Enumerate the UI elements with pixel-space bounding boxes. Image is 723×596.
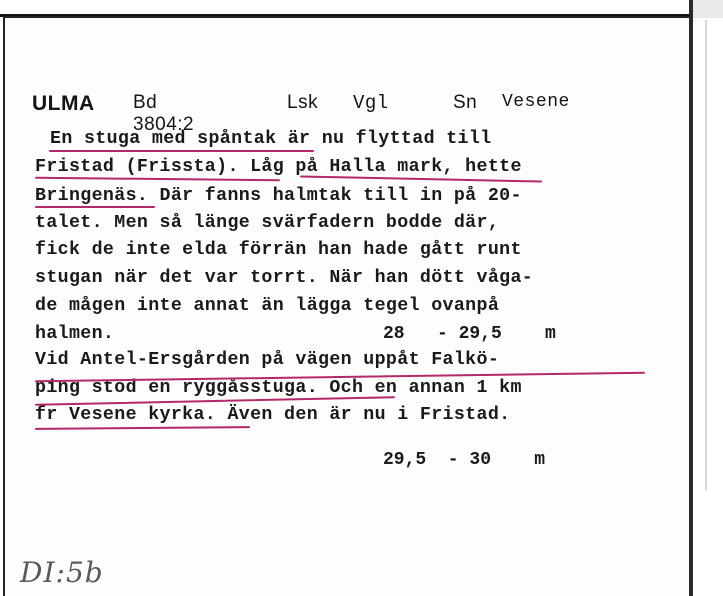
scan-corner bbox=[693, 0, 723, 18]
underline-mark bbox=[35, 206, 155, 208]
card-right-edge bbox=[689, 0, 693, 596]
text-line: halmen. bbox=[35, 324, 115, 344]
parish-name: Vesene bbox=[502, 92, 570, 112]
parish-label: Sn bbox=[453, 92, 478, 113]
text-line: fr Vesene kyrka. Även den är nu i Fristad. bbox=[35, 405, 511, 425]
measurement: 29,5 - 30 m bbox=[383, 450, 546, 470]
province-code: Lsk bbox=[287, 92, 319, 113]
card-shadow-edge bbox=[705, 20, 707, 490]
text-line: Bringenäs. Där fanns halmtak till in på 20- bbox=[35, 186, 522, 206]
text-line: talet. Men så länge svärfadern bodde där, bbox=[35, 213, 500, 233]
text-line: Fristad (Frissta). Låg på Halla mark, hette bbox=[35, 157, 522, 177]
text-line: stugan när det var torrt. När han dött våga- bbox=[35, 268, 534, 288]
archive-code: ULMA bbox=[32, 92, 95, 115]
text-line: Vid Antel-Ersgården på vägen uppåt Falkö- bbox=[35, 350, 500, 370]
text-line: de mågen inte annat än lägga tegel ovanpå bbox=[35, 296, 500, 316]
text-line: ping stod en ryggåsstuga. Och en annan 1 km bbox=[35, 378, 522, 398]
record-number: Bd 3804:2 bbox=[133, 92, 195, 135]
county-code: Vgl bbox=[353, 92, 389, 114]
measurement: 28 - 29,5 m bbox=[383, 324, 556, 344]
handwritten-signature: DI:5b bbox=[20, 556, 104, 589]
text-line: En stuga med spåntak är nu flyttad till bbox=[50, 129, 492, 149]
underline-mark bbox=[49, 150, 314, 152]
text-line: fick de inte elda förrän han hade gått runt bbox=[35, 240, 522, 260]
